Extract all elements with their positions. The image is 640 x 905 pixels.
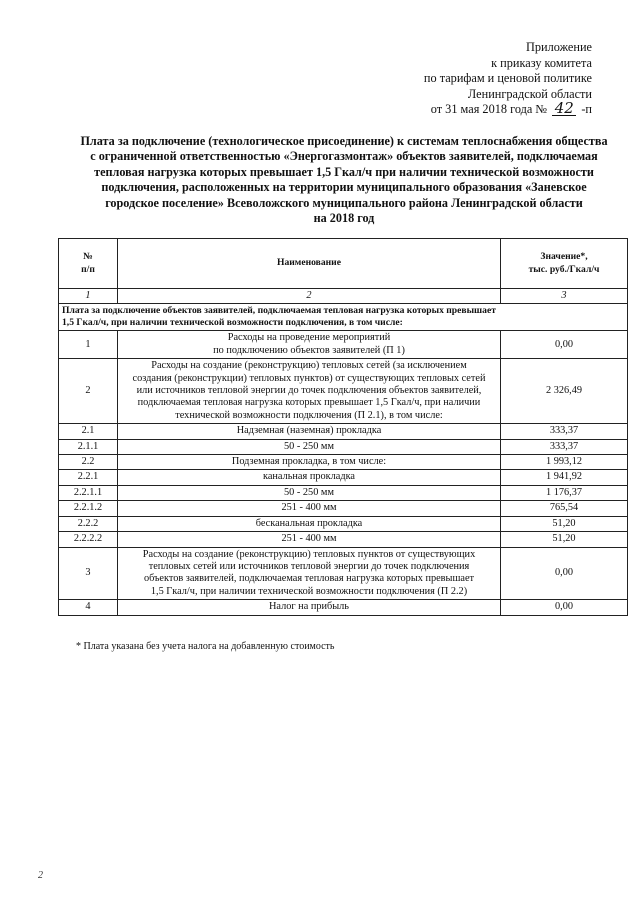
table-row (59, 424, 628, 439)
table-row (59, 331, 628, 359)
row-number: 2.2 (59, 455, 118, 470)
row-name-line: 1,5 Гкал/ч, при наличии технической возможности подключения (П 2.2) (150, 585, 468, 597)
row-name (118, 359, 501, 424)
row-name-line: по подключению объектов заявителей (П 1) (213, 344, 405, 356)
appendix-line: по тарифам и ценовой политике (423, 71, 592, 85)
table-row (59, 532, 628, 547)
row-number: 2.1.1 (59, 439, 118, 454)
row-value: 1 176,37 (501, 485, 628, 500)
row-name-line: Расходы на создание (реконструкцию) тепловых пунктов от существующих (142, 548, 476, 560)
title-line: на 2018 год (313, 211, 375, 226)
title-line: тепловая нагрузка которых превышает 1,5 Гкал/ч при наличии технической возможности (94, 164, 594, 179)
row-number: 1 (59, 331, 118, 359)
row-name: 50 - 250 мм (118, 485, 501, 500)
title-line: подключения, расположенных на территории муниципального образования «Заневское (101, 180, 587, 195)
table-row (59, 470, 628, 485)
section-line: Плата за подключение объектов заявителей, подключаемая тепловая нагрузка которых превышает (62, 305, 496, 317)
row-number: 2.2.1.2 (59, 501, 118, 516)
row-value: 1 993,12 (501, 455, 628, 470)
appendix-line: Приложение (526, 40, 592, 54)
column-index-row (59, 289, 628, 304)
row-number: 2.2.1 (59, 470, 118, 485)
row-number: 4 (59, 600, 118, 615)
row-name: 251 - 400 мм (118, 501, 501, 516)
row-name: Налог на прибыль (118, 600, 501, 615)
row-number: 2.2.2 (59, 516, 118, 531)
column-index: 3 (501, 289, 628, 304)
header-number-line2: п/п (81, 263, 95, 275)
table-row (59, 516, 628, 531)
column-index: 1 (59, 289, 118, 304)
header-value-line1: Значение*, (540, 251, 588, 263)
row-value: 0,00 (501, 600, 628, 615)
title-line: Плата за подключение (технологическое присоединение) к системам теплоснабжения общества (80, 134, 608, 148)
table-row (59, 547, 628, 600)
order-number: 42 (552, 102, 576, 116)
row-name-line: объектов заявителей, подключаемая тепловая нагрузка которых превышает (143, 573, 475, 585)
row-name: Надземная (наземная) прокладка (118, 424, 501, 439)
row-value: 333,37 (501, 439, 628, 454)
column-index: 2 (118, 289, 501, 304)
section-row (59, 304, 628, 331)
table-header-row (59, 239, 628, 289)
table-row (59, 501, 628, 516)
row-name: 50 - 250 мм (118, 439, 501, 454)
table-row (59, 439, 628, 454)
appendix-line: к приказу комитета (491, 55, 592, 70)
row-name-line: подключаемая тепловая нагрузка которых превышает 1,5 Гкал/ч, при наличии (137, 397, 481, 409)
header-value (501, 239, 628, 289)
table-row (59, 485, 628, 500)
appendix-date-line (342, 99, 592, 118)
table-row (59, 359, 628, 424)
footnote: * Плата указана без учета налога на добавленную стоимость (76, 641, 335, 652)
appendix-header (342, 40, 592, 118)
row-number: 2.2.2.2 (59, 532, 118, 547)
section-line: 1,5 Гкал/ч, при наличии технической возможности подключения, в том числе: (62, 317, 403, 329)
appendix-line: Ленинградской области (467, 86, 592, 101)
row-name-line: создания (реконструкции) тепловых пунктов) от существующих тепловых сетей (132, 372, 486, 384)
header-number-line1: № (83, 251, 93, 263)
row-name: канальная прокладка (118, 470, 501, 485)
row-value: 51,20 (501, 516, 628, 531)
header-name: Наименование (118, 239, 501, 289)
row-name-line: технической возможности подключения (П 2.1), в том числе: (175, 409, 443, 421)
title-line: городское поселение» Всеволожского муниципального района Ленинградской области (105, 195, 583, 210)
row-name (118, 331, 501, 359)
table-row (59, 600, 628, 615)
row-name-line: или источников тепловой энергии до точек подключения объектов заявителей, (136, 385, 482, 397)
row-value: 333,37 (501, 424, 628, 439)
row-value: 0,00 (501, 331, 628, 359)
row-name: бесканальная прокладка (118, 516, 501, 531)
row-value: 51,20 (501, 532, 628, 547)
appendix-date-suffix: -п (581, 102, 592, 116)
section-text (59, 304, 628, 331)
tariff-table (58, 238, 628, 616)
document-title (60, 134, 628, 226)
row-name-line: Расходы на проведение мероприятий (227, 332, 391, 344)
row-name: 251 - 400 мм (118, 532, 501, 547)
row-value: 765,54 (501, 501, 628, 516)
table-row (59, 455, 628, 470)
row-name-line: тепловых сетей или источников тепловой энергии до точек подключения (148, 560, 470, 572)
row-name: Подземная прокладка, в том числе: (118, 455, 501, 470)
row-name-line: Расходы на создание (реконструкцию) тепловых сетей (за исключением (151, 360, 467, 372)
row-value: 1 941,92 (501, 470, 628, 485)
title-line: с ограниченной ответственностью «Энергогазмонтаж» объектов заявителей, подключаемая (90, 149, 598, 164)
header-value-line2: тыс. руб./Гкал/ч (528, 263, 600, 275)
page-mark: 2 (38, 870, 43, 881)
row-value: 2 326,49 (501, 359, 628, 424)
header-number (59, 239, 118, 289)
row-value: 0,00 (501, 547, 628, 600)
row-number: 3 (59, 547, 118, 600)
row-number: 2 (59, 359, 118, 424)
row-number: 2.1 (59, 424, 118, 439)
row-number: 2.2.1.1 (59, 485, 118, 500)
row-name (118, 547, 501, 600)
appendix-date-prefix: от 31 мая 2018 года № (430, 102, 548, 116)
